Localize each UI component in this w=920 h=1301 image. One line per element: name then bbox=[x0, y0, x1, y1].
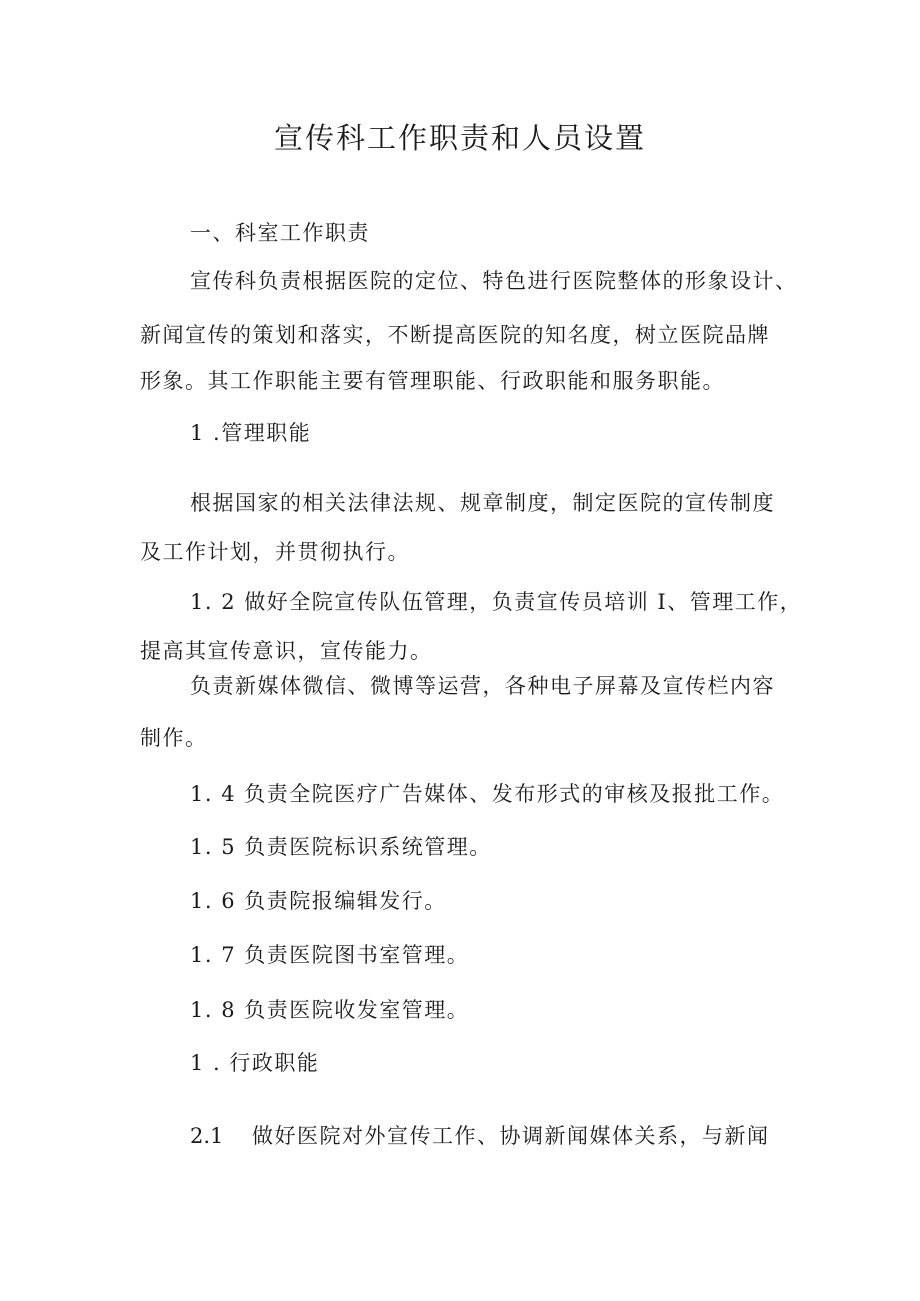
paragraph-line: 新闻宣传的策划和落实，不断提高医院的知名度，树立医院品牌 bbox=[140, 323, 770, 347]
paragraph-line: 及工作计划，并贯彻执行。 bbox=[140, 540, 410, 564]
section-heading-duties: 一、科室工作职责 bbox=[190, 221, 370, 245]
paragraph-line: 根据国家的相关法律法规、规章制度，制定医院的宣传制度 bbox=[190, 491, 775, 515]
item-1-4: 1. 4 负责全院医疗广告媒体、发布形式的审核及报批工作。 bbox=[190, 782, 785, 806]
paragraph-line: 负责新媒体微信、微博等运营，各种电子屏幕及宣传栏内容 bbox=[190, 674, 775, 698]
subheading-administrative: 1 . 行政职能 bbox=[190, 1051, 320, 1075]
paragraph-line: 制作。 bbox=[140, 726, 208, 750]
item-2-1-number: 2.1 bbox=[190, 1124, 224, 1148]
item-1-6: 1. 6 负责院报编辑发行。 bbox=[190, 889, 447, 913]
item-1-5: 1. 5 负责医院标识系统管理。 bbox=[190, 835, 492, 859]
paragraph-line: 提高其宣传意识，宣传能力。 bbox=[140, 639, 433, 663]
subheading-management: 1 .管理职能 bbox=[190, 421, 312, 445]
item-1-7: 1. 7 负责医院图书室管理。 bbox=[190, 943, 470, 967]
paragraph-line: 形象。其工作职能主要有管理职能、行政职能和服务职能。 bbox=[140, 369, 725, 393]
document-title: 宣传科工作职责和人员设置 bbox=[273, 121, 646, 155]
item-2-1-text: 做好医院对外宣传工作、协调新闻媒体关系，与新闻 bbox=[252, 1124, 770, 1148]
item-1-2: 1. 2 做好全院宣传队伍管理，负责宣传员培训 I、管理工作， bbox=[190, 590, 803, 614]
item-1-8: 1. 8 负责医院收发室管理。 bbox=[190, 998, 470, 1022]
paragraph-line: 宣传科负责根据医院的定位、特色进行医院整体的形象设计、 bbox=[190, 269, 798, 293]
